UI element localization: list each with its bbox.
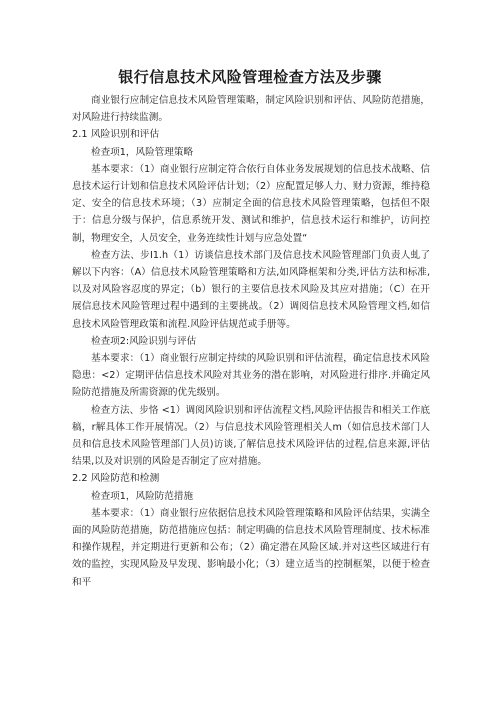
document-body — [72, 92, 430, 591]
check-item-heading: 检查项2:风险识别与评估 — [91, 335, 197, 347]
intro-paragraph: 商业银行应制定信息技术风险管理策略，制定风险识别和评估、风险防范措施，对风险进行持续监测。 — [72, 95, 430, 124]
check-item-heading: 检查项1，风险管理策略 — [91, 146, 194, 158]
document-title: 银行信息技术风险管理检查方法及步骤 — [118, 68, 382, 86]
section-heading-2-2: 2.2 风险防范和检测 — [72, 473, 160, 485]
section-heading-2-1: 2.1 风险识别和评估 — [72, 129, 160, 141]
basic-requirements-paragraph: 基本要求：（1）商业银行应依据信息技术风险管理策略和风险评估结果，实满全面的风险防范措施，防范措施应包括：制定明确的信息技术风险管理制度、技术标准和操作规程，并定期进行更新和公布；（2）确定潜在风险区域.并对这些区域进行有效的监控，实现风险及早发现、影响最小化；（3）建立适当的控制框架，以便于检查和平 — [72, 507, 430, 588]
check-item-heading: 检查项1，风险防范措施 — [91, 490, 194, 502]
check-method-paragraph: 检查方法、步恪 <1）调阅风险识别和评估流程文档,风险评估报告和相关工作底稿，r解具体工作开展情况。（2）与信息技术风险管理相关人m（如信息技术部门人员和信息技术风险管理部门人员)访谈,了解信息技术风险评估的过程,信息来源,评估结果,以及对识别的风险是否制定了应对措施。 — [72, 404, 430, 468]
basic-requirements-paragraph: 基本要求：（1）商业银行应制定符合依行自体业务发展规划的信息技术战略、信息技术运行计划和信息技术风险评估计划；（2）应配置足够人力、财力资源，维持稳定、安全的信息技术环境；（3）应制定全面的信息技术风险管理策略，包括但不限于：信息分级与保护，信息系统开发、测试和维护，信息技术运行和维护，访问控制，物理安全，人员安全，业务连续性计划与应急处置“ — [72, 163, 430, 244]
basic-requirements-paragraph: 基本要求：（1）商业银行应制定持续的风险识别和评估流程，确定信息技术风险隐患：<2）定期评估信息技术风险对其业务的潜在影响，对风险进行排序.并确定风险防范措施及所需资源的优先级别。 — [72, 353, 430, 399]
check-method-paragraph: 检查方法、步I1.h（1）访谈信息技术部门及信息技术风险管理部门负责人虬了解以下内容：（A）信息技术风险管理策略和方法,如风降框架和分类,评估方法和标准,以及对风险容忍度的界定；（b）银行的主要信息技术风险及其应对措施；（C）在开展信息技术风险管理过程中遇到的主要挑战。（2）调阅信息技术风险管理文档,如信息技术风险管理政策和流程.风险评估规范或手册等。 — [72, 249, 430, 330]
